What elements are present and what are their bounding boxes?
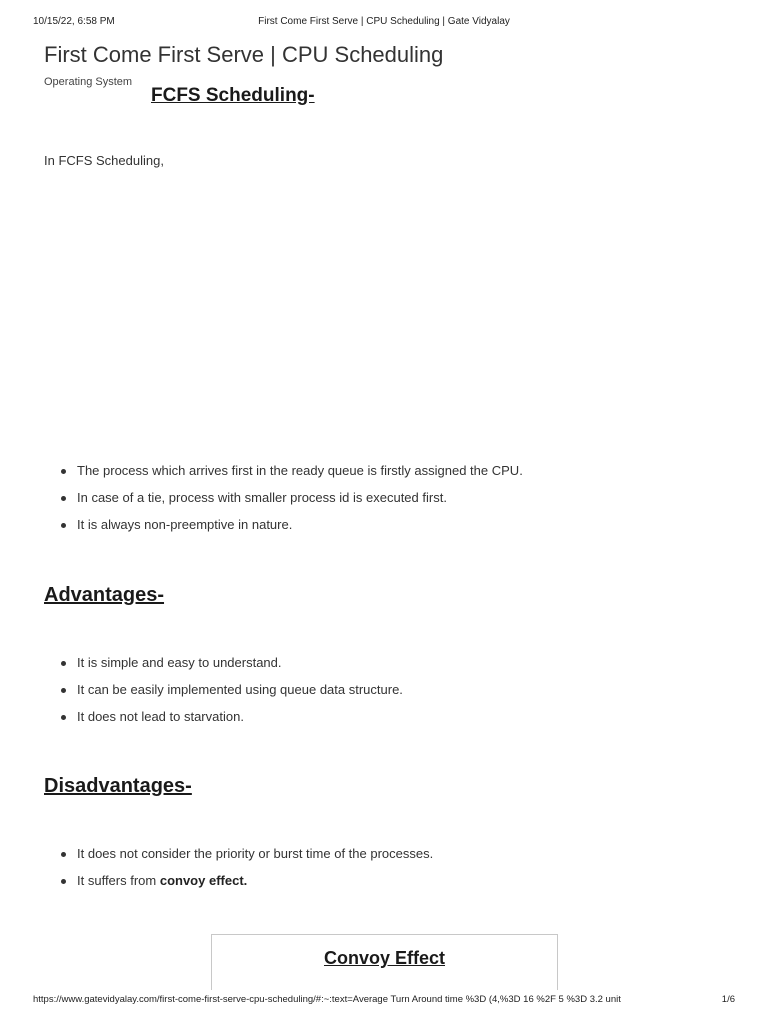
disadvantages-list (0, 846, 433, 900)
list-item (0, 517, 523, 544)
print-datetime: 10/15/22, 6:58 PM (33, 16, 115, 27)
print-doc-title: First Come First Serve | CPU Scheduling | Gate Vidyalay (258, 16, 510, 27)
bullet-dot (61, 496, 66, 501)
list-item (0, 846, 433, 873)
list-item-text: In case of a tie, process with smaller process id is executed first. (77, 490, 447, 505)
list-item-text: It suffers from (77, 873, 160, 888)
list-item-text: It can be easily implemented using queue data structure. (77, 682, 403, 697)
advantages-list (0, 655, 403, 736)
list-item (0, 682, 403, 709)
list-item-text: It does not lead to starvation. (77, 709, 244, 724)
category-label: Operating System (44, 76, 133, 88)
bold-term-suffix: . (243, 873, 248, 888)
bullet-dot (61, 688, 66, 693)
list-item-text: It is simple and easy to understand. (77, 655, 282, 670)
bullet-dot (61, 715, 66, 720)
bullet-dot (61, 523, 66, 528)
convoy-effect-term: convoy effect (159, 873, 244, 888)
list-item (0, 873, 433, 900)
list-item (0, 463, 523, 490)
disadvantages-heading: Disadvantages- (44, 775, 192, 797)
bullet-dot (61, 852, 66, 857)
page-title: First Come First Serve | CPU Scheduling (44, 42, 444, 67)
fcfs-scheduling-heading: FCFS Scheduling- (151, 85, 315, 106)
list-item (0, 655, 403, 682)
convoy-effect-box (211, 934, 558, 990)
print-url: https://www.gatevidyalay.com/first-come-first-serve-cpu-scheduling/#:~:text=Average Turn Around time %3D (4,%3D 16 %2F 5 %3D 3.2 unit (33, 994, 621, 1005)
list-item-text: The process which arrives first in the ready queue is firstly assigned the CPU. (77, 463, 523, 478)
list-item (0, 490, 523, 517)
intro-text: In FCFS Scheduling, (44, 153, 164, 168)
list-item-text: It does not consider the priority or burst time of the processes. (77, 846, 434, 861)
bullet-dot (61, 469, 66, 474)
convoy-effect-title: Convoy Effect (323, 948, 446, 968)
page-number: 1/6 (721, 994, 735, 1005)
list-item-text: It is always non-preemptive in nature. (77, 517, 293, 532)
bullet-dot (61, 879, 66, 884)
fcfs-points-list (0, 463, 523, 544)
advantages-heading: Advantages- (44, 584, 165, 606)
bullet-dot (61, 661, 66, 666)
list-item (0, 709, 403, 736)
